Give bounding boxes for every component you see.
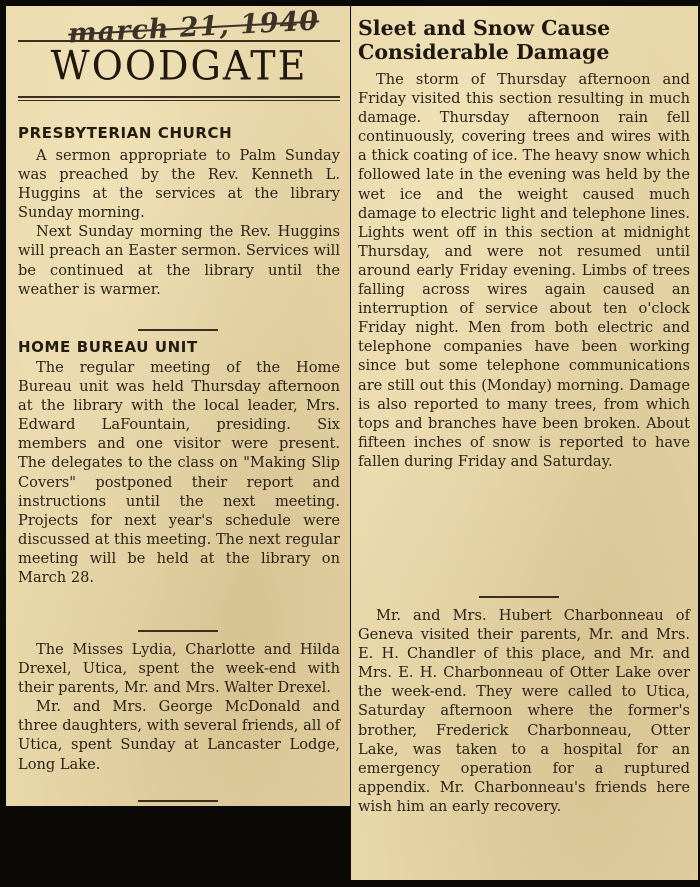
home-bureau-paragraph: The regular meeting of the Home Bureau unit was held Thursday afternoon at the library with the local leader, Mrs. Edward LaFountain, presiding. Six members and one visitor were present. The delegates to the class on "Making Slip Covers" postponed their report and instructions until the next meeting. Projects for next year's schedule were discussed at this meeting. The next regular meeting will be held at the library on March 28. xyxy=(18,359,340,587)
storm-article xyxy=(358,16,690,471)
storm-headline-line-2: Considerable Damage xyxy=(358,40,610,64)
masthead-bottom-rule-thin xyxy=(18,100,340,101)
drexel-article xyxy=(18,640,340,774)
left-clipping xyxy=(6,6,350,806)
end-divider xyxy=(138,800,218,802)
drexel-paragraph-2: Mr. and Mrs. George McDonald and three daughters, with several friends, all of Utica, spent Sunday at Lancaster Lodge, Long Lake. xyxy=(18,698,340,773)
charbonneau-paragraph: Mr. and Mrs. Hubert Charbonneau of Geneva visited their parents, Mr. and Mrs. E. H. Chandler of this place, and Mr. and Mrs. E. H. Charbonneau of Otter Lake over the week-end. They were called to Utica, Saturday afternoon where the former's brother, Frederick Charbonneau, Otter Lake, was taken to a hospital for an emergency operation for a ruptured appendix. Mr. Charbonneau's friends here wish him an early recovery. xyxy=(358,607,690,815)
masthead-bottom-rule xyxy=(18,96,340,98)
drexel-paragraph-1: The Misses Lydia, Charlotte and Hilda Drexel, Utica, spent the week-end with their parents, Mr. and Mrs. Walter Drexel. xyxy=(18,641,340,697)
church-article xyxy=(18,124,340,299)
handwritten-date: march 21, 1940 xyxy=(67,5,320,50)
church-heading: PRESBYTERIAN CHURCH xyxy=(18,124,233,142)
church-paragraph-2: Next Sunday morning the Rev. Huggins will preach an Easter sermon. Services will be continued at the library until the weather is warmer. xyxy=(18,223,340,298)
storm-headline-line-1: Sleet and Snow Cause xyxy=(358,16,611,40)
masthead-top-rule xyxy=(18,40,340,42)
section-divider xyxy=(138,630,218,632)
section-divider xyxy=(138,329,218,331)
masthead-title: WOODGATE xyxy=(50,42,308,90)
charbonneau-article xyxy=(358,606,690,816)
home-bureau-heading: HOME BUREAU UNIT xyxy=(18,338,198,356)
church-paragraph-1: A sermon appropriate to Palm Sunday was preached by the Rev. Kenneth L. Huggins at the services at the library Sunday morning. xyxy=(18,147,340,222)
storm-paragraph: The storm of Thursday afternoon and Friday visited this section resulting in much damage. Thursday afternoon rain fell continuously, covering trees and wires with a thick coating of ice. The heavy snow which followed late in the evening was held by the wet ice and the weight caused much damage to electric light and telephone lines. Lights went off in this section at midnight Thursday, and were not resumed until around early Friday evening. Limbs of trees falling across wires again caused an interruption of service about ten o'clock Friday night. Men from both electric and telephone companies have been working since but some telephone communications are still out this (Monday) morning. Damage is also reported to many trees, from which tops and branches have been broken. About fifteen inches of snow is reported to have fallen during Friday and Saturday. xyxy=(358,71,690,470)
home-bureau-article xyxy=(18,338,340,587)
right-clipping xyxy=(351,6,698,880)
section-divider xyxy=(479,596,559,598)
